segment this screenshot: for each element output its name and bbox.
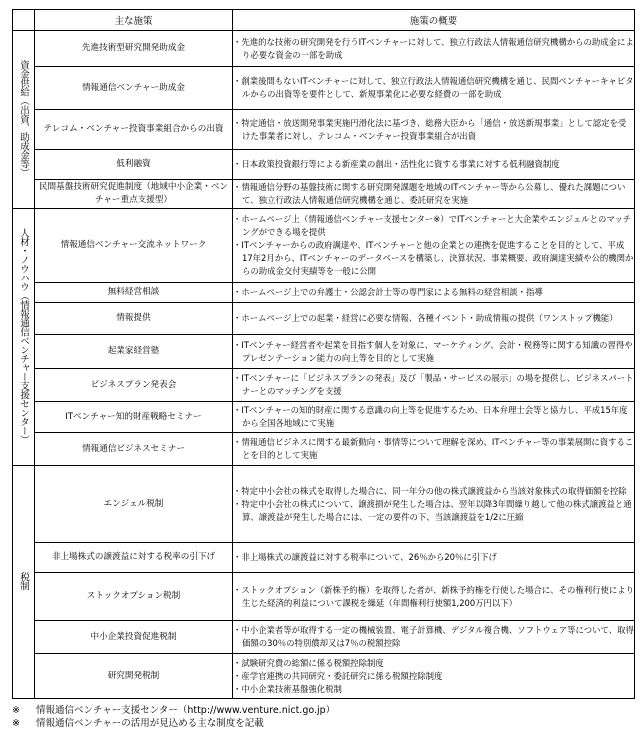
bullet-text: ホームページ上での弁護士・公認会計士等の専門家による無料の経営相談・指導 [241, 287, 543, 297]
bullet-marker: ・ [233, 373, 242, 383]
summary-bullet [233, 485, 634, 498]
measure-summary [233, 31, 635, 67]
bullet-text: ITベンチャーの知的財産に関する意識の向上等を促進するため、日本弁理士会等と協力し、平成15年度から全国各地域にて実施 [241, 405, 628, 428]
table-row [13, 180, 635, 209]
category-label: 人材・ノウハウ（情報通信ベンチャー支援センター） [18, 227, 29, 444]
footnote-text: 情報通信ベンチャーの活用が見込める主な制度を記載 [36, 718, 264, 729]
category-cell [13, 31, 35, 209]
table-row [13, 31, 635, 67]
measure-name: 非上場株式の譲渡益に対する税率の引下げ [35, 543, 233, 573]
bullet-marker: ・ [233, 313, 242, 323]
footnote-text: 情報通信ベンチャー支援センター（http://www.venture.nict.go.jp） [36, 705, 336, 716]
table-row [13, 433, 635, 466]
measure-name: ビジネスプラン発表会 [35, 369, 233, 402]
summary-bullet [233, 117, 634, 143]
summary-bullet [233, 158, 634, 171]
bullet-marker: ・ [233, 76, 242, 86]
summary-bullet [233, 657, 634, 670]
bullet-marker: ・ [233, 498, 242, 509]
measure-name: 低利融資 [35, 150, 233, 180]
footnote [12, 705, 335, 717]
measure-name: 研究開発税制 [35, 654, 233, 699]
measure-name: 民間基盤技術研究促進制度（地域中小企業・ベンチャー重点支援型） [35, 180, 233, 209]
footnote [12, 718, 264, 730]
bullet-text: 情報通信分野の基盤技術に関する研究開発課題を地域のITベンチャー等から公募し、優れた課題について、独立行政法人情報通信研究機構を通じ、委託研究を実施 [241, 182, 626, 205]
bullet-marker: ・ [233, 339, 242, 350]
bullet-text: ITベンチャーからの政府調達や、ITベンチャーと他の企業との連携を促進することを目的として、平成17年2月から、ITベンチャーのデータベースを構築し、決算状況、事業概要、政府調達実績や公的機関からの助成金交付実績等を一般に公開 [241, 240, 634, 276]
measure-summary [233, 209, 635, 283]
measure-summary [233, 67, 635, 110]
table-row [13, 110, 635, 150]
bullet-marker: ・ [233, 552, 242, 562]
bullet-text: ホームページ上（情報通信ベンチャー支援センター※）でITベンチャーと大企業やエンジェルとのマッチングができる場を提供 [241, 214, 632, 237]
table-row [13, 621, 635, 654]
bullet-marker: ・ [233, 287, 242, 297]
table-header-row [13, 10, 635, 31]
footnote-mark: ※ [12, 718, 20, 729]
footnote-mark: ※ [12, 705, 20, 716]
header-measure: 主な施策 [35, 10, 233, 31]
measure-summary [233, 150, 635, 180]
bullet-text: 試験研究費の総額に係る税額控除制度 [241, 657, 384, 668]
bullet-text: ITベンチャー経営者や起業を目指す個人を対象に、マーケティング、会計・税務等に関する知識の習得やプレゼンテーション能力の向上等を目的として実施 [241, 339, 633, 363]
bullet-text: ストックオプション（新株予約権）を取得した者が、新株予約権を行使した場合に、その権利行使により生じた経済的利益について課税を繰延（年間権利行使額1,200万円以下） [241, 584, 634, 608]
measure-name: テレコム・ベンチャー投資事業組合からの出資 [35, 110, 233, 150]
measure-name: ITベンチャー知的財産戦略セミナー [35, 402, 233, 433]
measure-name: 情報提供 [35, 303, 233, 335]
category-label: 資金供給（出資、助成金等） [18, 59, 29, 177]
bullet-marker: ・ [233, 117, 242, 128]
summary-bullet [233, 584, 634, 610]
measure-name: 無料経営相談 [35, 283, 233, 303]
bullet-marker: ・ [233, 584, 242, 595]
measure-name: 起業家経営塾 [35, 335, 233, 369]
summary-bullet [233, 404, 634, 430]
summary-bullet [233, 498, 634, 524]
measure-summary [233, 621, 635, 654]
table-row [13, 654, 635, 699]
bullet-marker: ・ [233, 657, 242, 668]
table-row [13, 303, 635, 335]
summary-bullet [233, 36, 634, 62]
table-row [13, 543, 635, 573]
header-blank-cell [13, 10, 35, 31]
category-cell [13, 466, 35, 699]
measure-summary [233, 654, 635, 699]
bullet-text: 非上場株式の譲渡益に対する税率について、26％から20％に引下げ [241, 552, 497, 562]
measure-summary [233, 283, 635, 303]
bullet-text: 中小企業者等が取得する一定の機械装置、電子計算機、デジタル複合機、ソフトウェア等について、取得価額の30％の特別償却又は7％の税額控除 [241, 625, 634, 648]
summary-bullet [233, 312, 634, 325]
measure-summary [233, 369, 635, 402]
bullet-text: 創業後間もないITベンチャーに対して、独立行政法人情報通信研究機構を通じ、民間ベンチャーキャピタルからの出資等を要件として、新規事業化に必要な経費の一部を助成 [241, 76, 634, 99]
table-body [13, 31, 635, 699]
bullet-marker: ・ [233, 214, 242, 224]
summary-bullet [233, 436, 634, 462]
bullet-marker: ・ [233, 36, 242, 47]
table-row [13, 67, 635, 110]
measure-summary [233, 303, 635, 335]
bullet-text: 産学官連携の共同研究・委託研究に係る税額控除制度 [241, 670, 443, 681]
bullet-marker: ・ [233, 625, 242, 635]
bullet-text: ホームページ上での起業・経営に必要な情報、各種イベント・助成情報の提供（ワンストップ機能） [241, 313, 618, 323]
measure-summary [233, 543, 635, 573]
bullet-text: 中小企業技術基盤強化税制 [241, 683, 342, 694]
bullet-marker: ・ [233, 240, 242, 250]
header-summary: 施策の概要 [233, 10, 635, 31]
measure-name: 情報通信ベンチャー交流ネットワーク [35, 209, 233, 283]
bullet-text: 特定中小会社の株式を取得した場合に、同一年分の他の株式譲渡益から当該対象株式の取得価額を控除 [241, 485, 627, 496]
table-row [13, 209, 635, 283]
bullet-marker: ・ [233, 159, 242, 169]
bullet-marker: ・ [233, 182, 242, 192]
measure-summary [233, 110, 635, 150]
measure-summary [233, 180, 635, 209]
bullet-text: ITベンチャーに「ビジネスプランの発表」及び「製品・サービスの展示」の場を提供し、ビジネスパートナーとのマッチングを支援 [241, 373, 634, 396]
table-row [13, 573, 635, 621]
category-cell [13, 209, 35, 466]
measure-name: 情報通信ベンチャー助成金 [35, 67, 233, 110]
summary-bullet [233, 286, 634, 299]
category-label: 税制 [18, 571, 29, 590]
measure-summary [233, 335, 635, 369]
measure-name: 先進技術型研究開発助成金 [35, 31, 233, 67]
table-row [13, 150, 635, 180]
summary-bullet [233, 670, 634, 683]
bullet-marker: ・ [233, 485, 242, 496]
bullet-text: 情報通信ビジネスに関する最新動向・事情等について理解を深め、ITベンチャー等の事業展開に資することを目的として実施 [241, 437, 634, 460]
summary-bullet [233, 339, 634, 365]
measure-summary [233, 402, 635, 433]
summary-bullet [233, 683, 634, 696]
summary-bullet [233, 75, 634, 101]
measure-summary [233, 433, 635, 466]
table-row [13, 466, 635, 543]
bullet-marker: ・ [233, 405, 242, 415]
summary-bullet [233, 239, 634, 278]
measure-summary [233, 573, 635, 621]
table-row [13, 335, 635, 369]
policy-table [12, 9, 635, 699]
bullet-text: 先進的な技術の研究開発を行うITベンチャーに対して、独立行政法人情報通信研究機構からの助成金により必要な資金の一部を助成 [241, 36, 634, 60]
summary-bullet [233, 181, 634, 207]
measure-name: 情報通信ビジネスセミナー [35, 433, 233, 466]
table-row [13, 402, 635, 433]
measure-name: ストックオプション税制 [35, 573, 233, 621]
table-row [13, 283, 635, 303]
summary-bullet [233, 624, 634, 650]
measure-name: エンジェル税制 [35, 466, 233, 543]
bullet-text: 特定中小会社の株式について、譲渡損が発生した場合は、翌年以降3年間繰り越して他の株式譲渡益と通算、譲渡益が発生した場合には、一定の要件の下、当該譲渡益を1/2に圧縮 [241, 498, 632, 522]
measure-summary [233, 466, 635, 543]
bullet-text: 特定通信・放送開発事業実施円滑化法に基づき、総務大臣から「通信・放送新規事業」として認定を受けた事業者に対し、テレコム・ベンチャー投資事業組合が出資 [241, 117, 627, 141]
bullet-marker: ・ [233, 437, 242, 447]
table-row [13, 369, 635, 402]
bullet-text: 日本政策投資銀行等による新産業の創出・活性化に資する事業に対する低利融資制度 [241, 159, 560, 169]
summary-bullet [233, 551, 634, 564]
summary-bullet [233, 372, 634, 398]
measure-name: 中小企業投資促進税制 [35, 621, 233, 654]
summary-bullet [233, 213, 634, 239]
bullet-marker: ・ [233, 683, 242, 694]
bullet-marker: ・ [233, 670, 242, 681]
